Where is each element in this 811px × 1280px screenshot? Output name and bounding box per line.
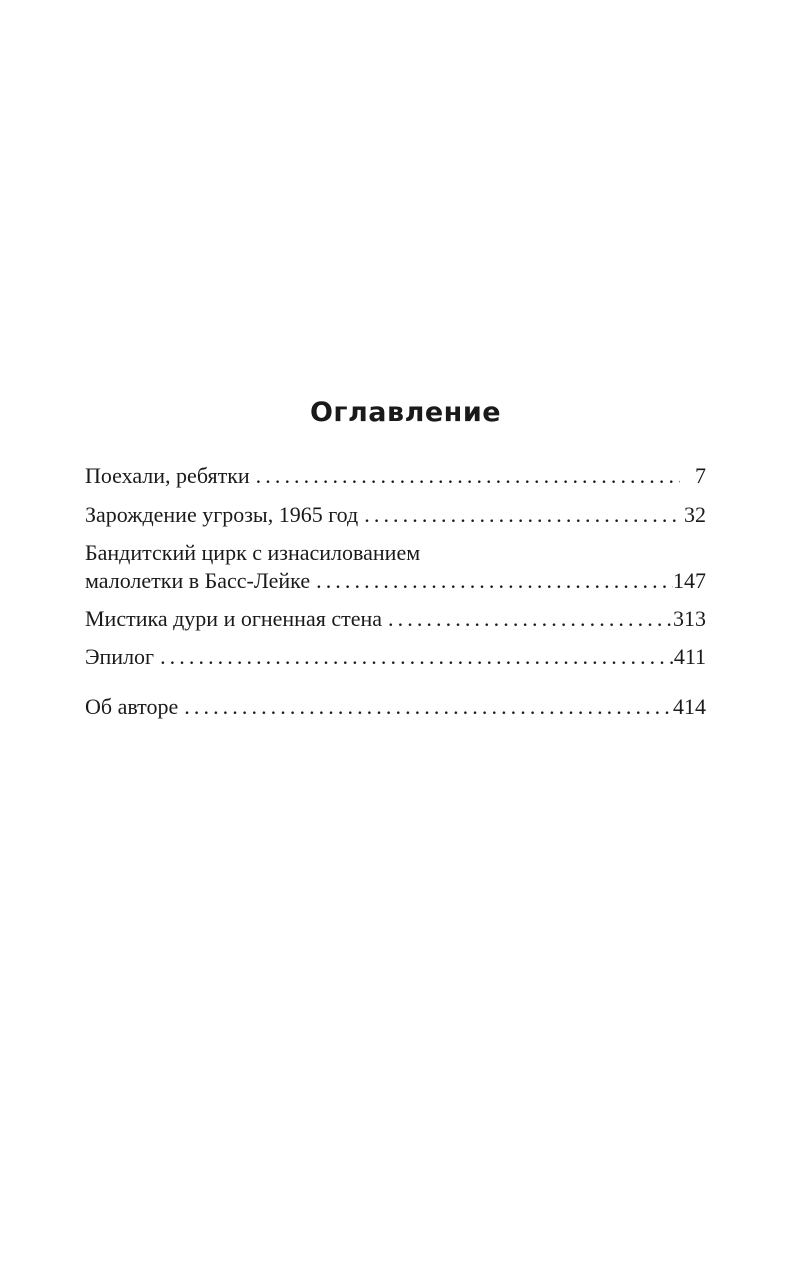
toc-entry-title-line: Бандитский цирк с изнасилованием	[85, 540, 421, 565]
toc-entry-title: Зарождение угрозы, 1965 год	[85, 502, 359, 527]
toc-leader-dots	[154, 643, 674, 671]
toc-page-number: 414	[673, 694, 706, 719]
toc-entry-title: Поехали, ребятки	[85, 463, 250, 488]
toc-entry[interactable]	[85, 693, 706, 721]
toc-page-number: 313	[673, 606, 706, 631]
toc-leader-dots	[178, 693, 673, 721]
toc-page-number: 32	[684, 502, 706, 527]
toc-entry[interactable]	[85, 501, 706, 529]
toc-entry-title: Эпилог	[85, 644, 155, 669]
toc-entry-title-line: малолетки в Басс-Лейке	[85, 568, 311, 593]
toc-leader-dots	[358, 501, 680, 529]
toc-entry-title: Мистика дури и огненная стена	[85, 606, 383, 631]
toc-entry-title: Об авторе	[85, 694, 179, 719]
page-title: Оглавление	[309, 397, 502, 428]
toc-leader-dots	[382, 605, 673, 633]
toc-page-number: 147	[673, 568, 706, 593]
toc-page-number: 7	[695, 463, 706, 488]
toc-entry[interactable]	[85, 605, 706, 633]
toc-entry[interactable]	[85, 462, 706, 490]
toc-entry[interactable]	[85, 539, 706, 595]
toc-leader-dots	[310, 567, 673, 595]
toc-page-number: 411	[673, 644, 706, 669]
toc-leader-dots	[250, 462, 680, 490]
toc-entry[interactable]	[85, 643, 706, 671]
